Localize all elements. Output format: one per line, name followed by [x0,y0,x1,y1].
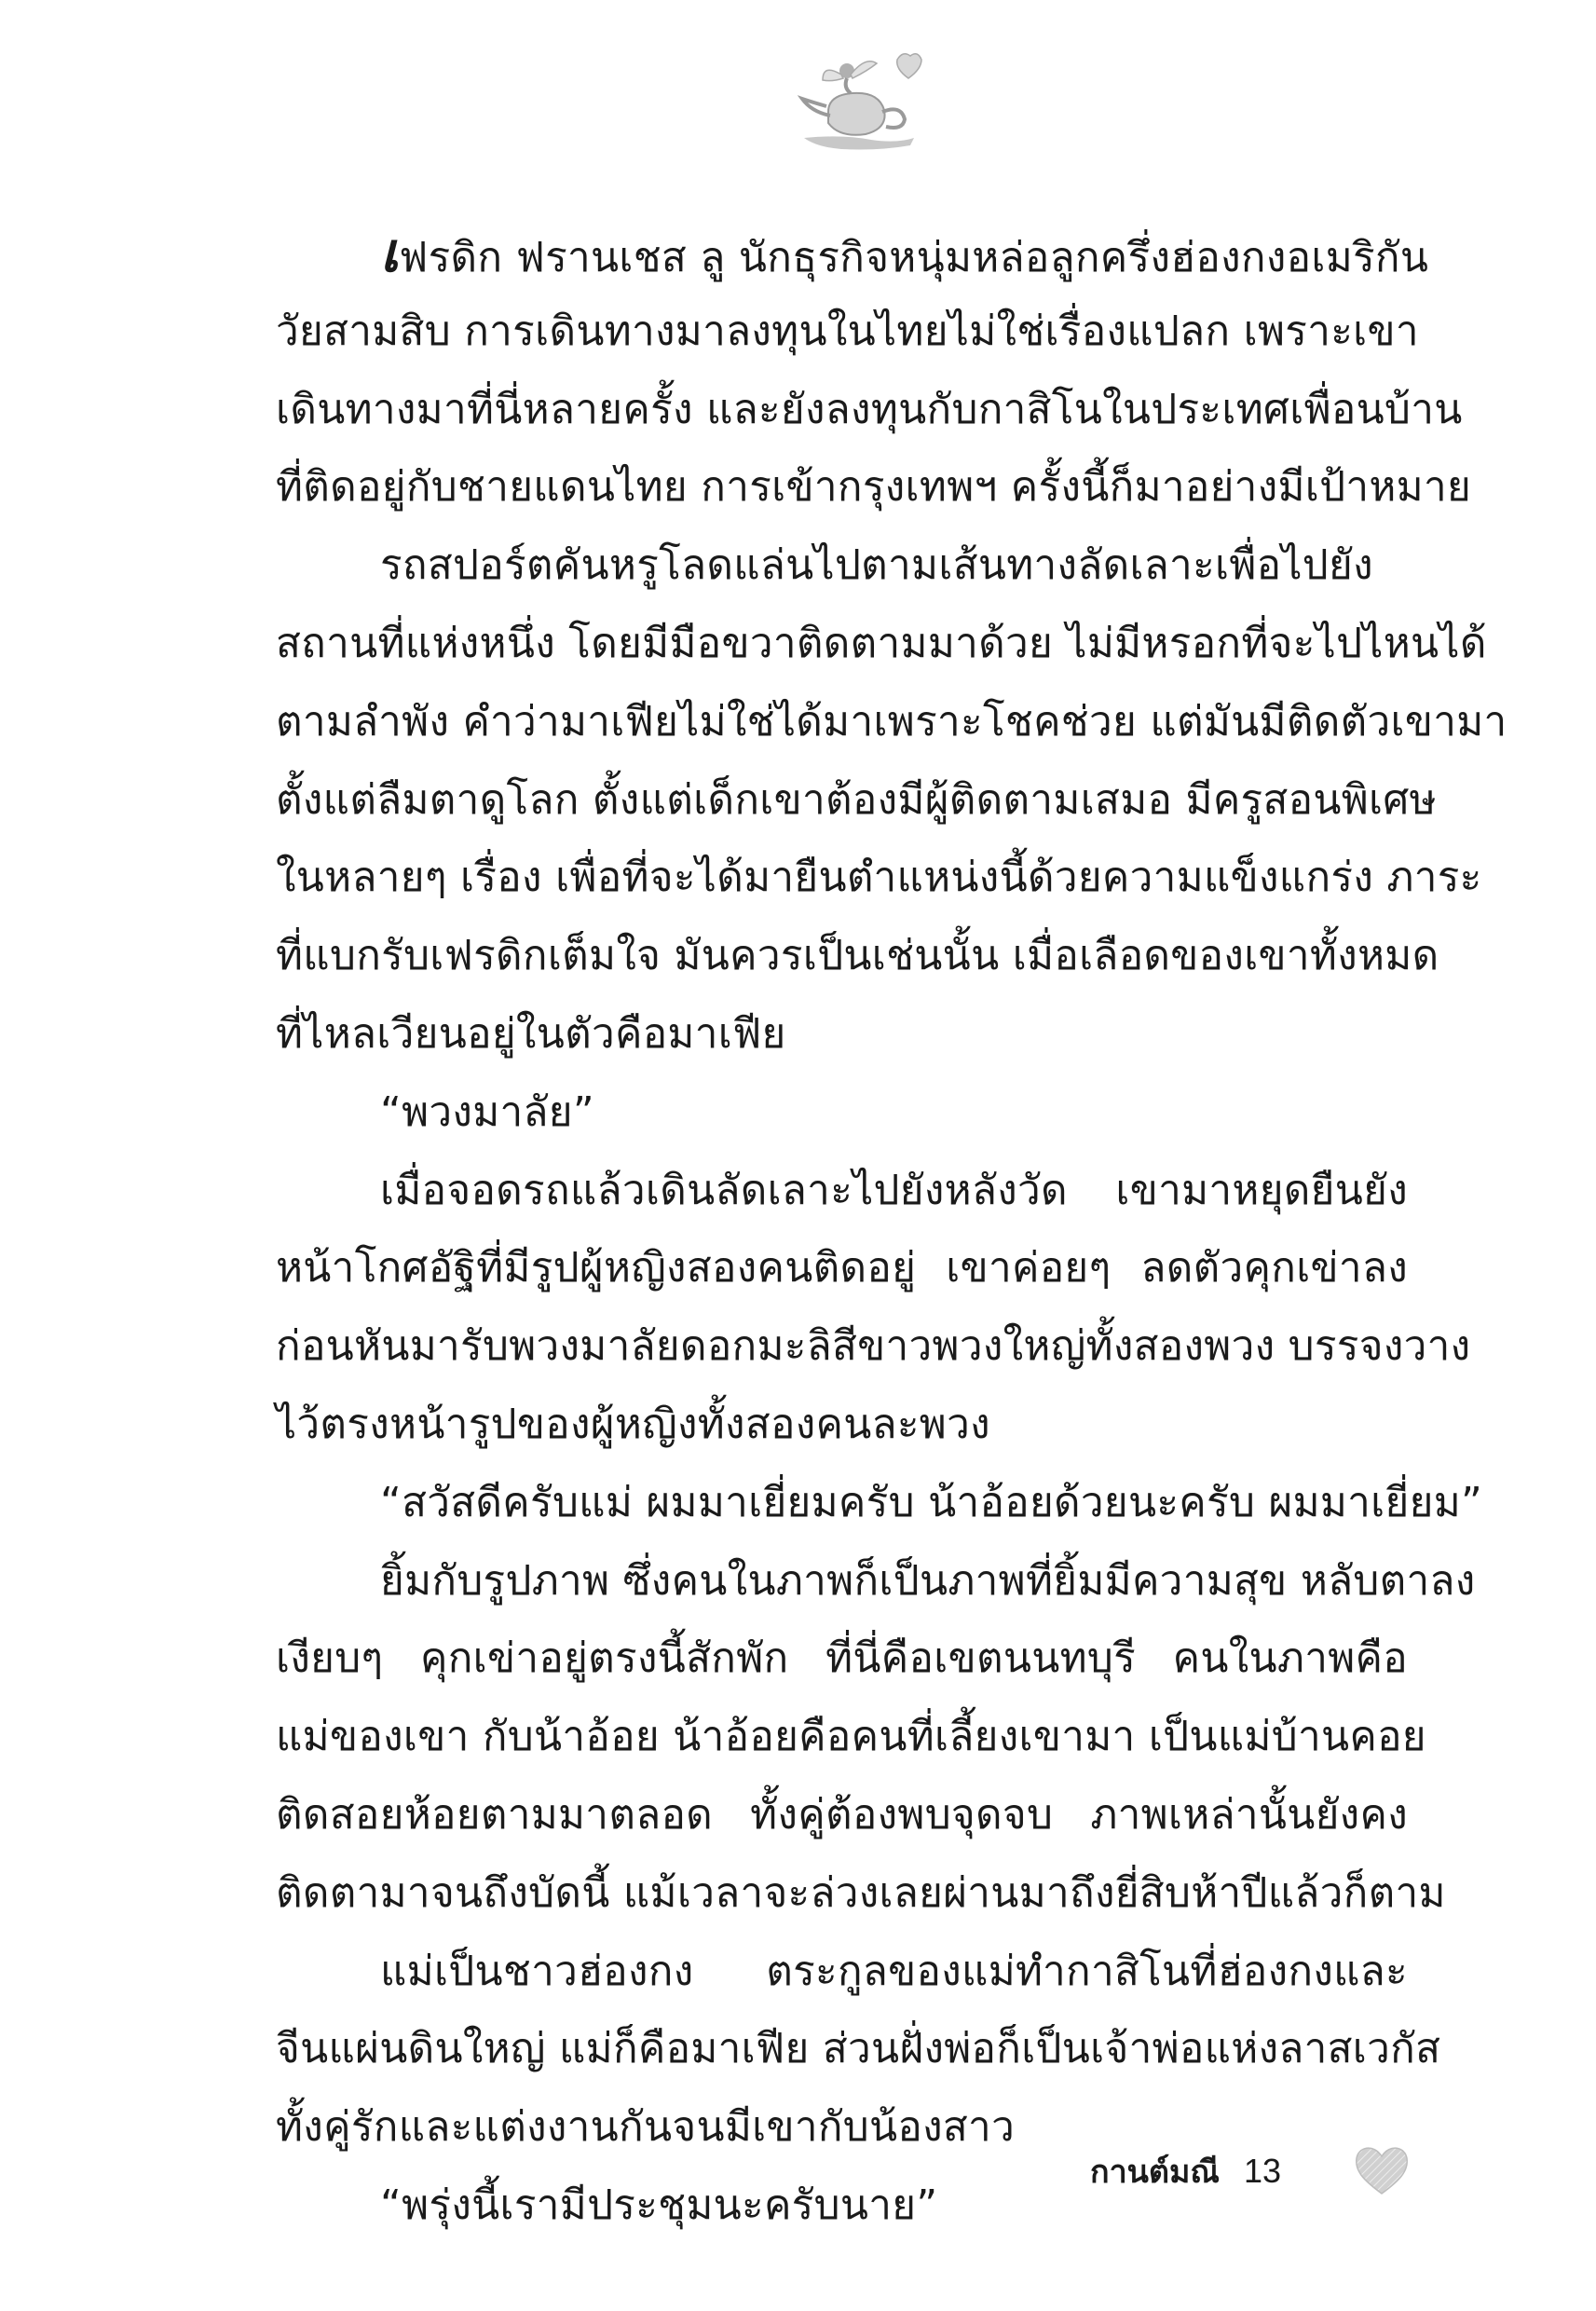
page-number: 13 [1243,2152,1282,2190]
dialogue-line: “พวงมาลัย” [380,1087,594,1136]
paragraph-line: ที่ไหลเวียนอยู่ในตัวคือมาเฟีย [276,1009,786,1058]
paragraph-line: จีนแผ่นดินใหญ่ แม่ก็คือมาเฟีย ส่วนฝั่งพ่อก็เป็นเจ้าพ่อแห่งลาสเวกัส [276,2025,1441,2073]
paragraph-line: เมื่อจอดรถแล้วเดินลัดเลาะไปยังหลังวัด เขามาหยุดยืนยัง [380,1166,1408,1214]
paragraph-line: แม่ของเขา กับน้าอ้อย น้าอ้อยคือคนที่เลี้ยงเขามา เป็นแม่บ้านคอย [276,1713,1426,1761]
page-footer [1090,2143,1281,2199]
paragraph-line: ตั้งแต่ลืมตาดูโลก ตั้งแต่เด็กเขาต้องมีผู้ติดตามเสมอ มีครูสอนพิเศษ [276,775,1437,824]
paragraph-line: เงียบๆ คุกเข่าอยู่ตรงนี้สักพัก ที่นี่คือเขตนนทบุรี คนในภาพคือ [276,1634,1408,1683]
paragraph-line: ไว้ตรงหน้ารูปของผู้หญิงทั้งสองคนละพวง [276,1400,990,1448]
paragraph-line: ยิ้มกับรูปภาพ ซึ่งคนในภาพก็เป็นภาพที่ยิ้มมีความสุข หลับตาลง [380,1556,1476,1605]
body-text [276,214,1507,2245]
paragraph-line: สถานที่แห่งหนึ่ง โดยมีมือขวาติดตามมาด้วย ไม่มีหรอกที่จะไปไหนได้ [276,619,1487,667]
paragraph-line: ทั้งคู่รักและแต่งงานกันจนมีเขากับน้องสาว [276,2103,1016,2152]
fairy-teapot-ornament-icon [785,47,934,158]
paragraph-line: ติดตามาจนถึงบัดนี้ แม้เวลาจะล่วงเลยผ่านมาถึงยี่สิบห้าปีแล้วก็ตาม [276,1868,1446,1917]
paragraph-line: ในหลายๆ เรื่อง เพื่อที่จะได้มายืนตำแหน่งนี้ด้วยความแข็งแกร่ง ภาระ [276,854,1482,902]
paragraph-line: แม่เป็นชาวฮ่องกง ตระกูลของแม่ทำกาสิโนที่ฮ่องกงและ [380,1947,1408,1995]
paragraph-line: หน้าโกศอัฐิที่มีรูปผู้หญิงสองคนติดอยู่ เขาค่อยๆ ลดตัวคุกเข่าลง [276,1244,1408,1292]
paragraph-line [276,214,1429,293]
paragraph-line: ติดสอยห้อยตามมาตลอด ทั้งคู่ต้องพบจุดจบ ภาพเหล่านั้นยังคง [276,1790,1408,1839]
paragraph-line: ตามลำพัง คำว่ามาเฟียไม่ใช่ได้มาเพราะโชคช่วย แต่มันมีติดตัวเขามา [276,697,1507,745]
paragraph-line: ที่แบกรับเฟรดิกเต็มใจ มันควรเป็นเช่นนั้น เมื่อเลือดของเขาทั้งหมด [276,932,1439,980]
paragraph-line: วัยสามสิบ การเดินทางมาลงทุนในไทยไม่ใช่เรื่องแปลก เพราะเขา [276,307,1419,355]
paragraph-line: ที่ติดอยู่กับชายแดนไทย การเข้ากรุงเทพฯ ครั้งนี้ก็มาอย่างมีเป้าหมาย [276,463,1472,512]
paragraph-line: เดินทางมาที่นี่หลายครั้ง และยังลงทุนกับกาสิโนในประเทศเพื่อนบ้าน [276,385,1463,433]
drop-cap: เ [380,221,400,284]
book-title: กานต์มณี [1090,2154,1220,2191]
dialogue-line: “พรุ่งนี้เรามีประชุมนะครับนาย” [380,2181,938,2229]
dialogue-line: “สวัสดีครับแม่ ผมมาเยี่ยมครับ น้าอ้อยด้วยนะครับ ผมมาเยี่ยม” [380,1478,1483,1526]
paragraph-line: รถสปอร์ตคันหรูโลดแล่นไปตามเส้นทางลัดเลาะเพื่อไปยัง [380,541,1373,590]
paragraph-line: ก่อนหันมารับพวงมาลัยดอกมะลิสีขาวพวงใหญ่ทั้งสองพวง บรรจงวาง [276,1322,1471,1371]
line-text: ฟรดิก ฟรานเชส ลู นักธุรกิจหนุ่มหล่อลูกครึ่งฮ่องกงอเมริกัน [399,234,1429,281]
heart-icon [1353,2143,1411,2197]
